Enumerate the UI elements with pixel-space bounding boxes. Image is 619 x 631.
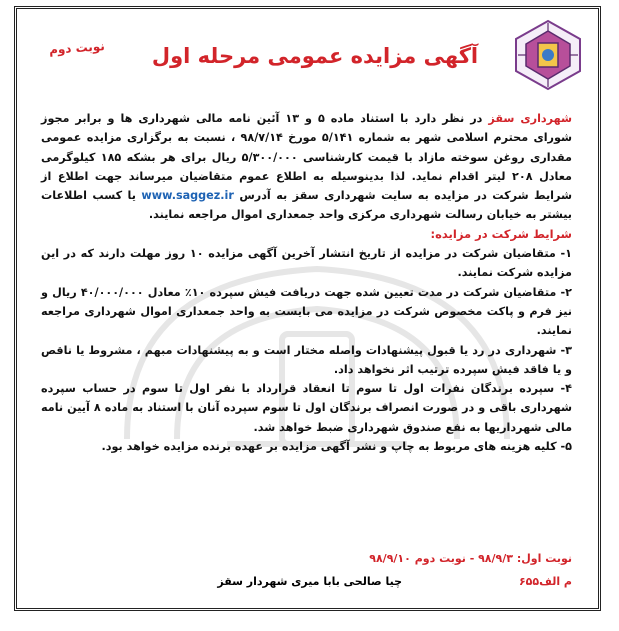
condition-item: ۳- شهرداری در رد یا قبول پیشنهادات واصله مختار است و به پیشنهادات مبهم ، مشروط یا ناقص و یا فاقد فیش سپرده ترتیب اثر نخواهد داد. [41, 343, 572, 376]
condition-item: ۵- کلیه هزینه های مربوط به چاپ و نشر آگهی مزایده بر عهده برنده مزایده خواهد بود. [101, 440, 572, 454]
intro-paragraph [41, 109, 572, 225]
page-title: آگهی مزایده عمومی مرحله اول [151, 44, 479, 68]
ad-code: م الف۶۵۵ [518, 575, 572, 588]
organization-name: شهرداری سقز [488, 112, 573, 125]
condition-item: ۴- سپرده برندگان نفرات اول تا سوم تا انعقاد قرارداد با نفر اول تا سوم در حساب سپرده شهرداری باقی و در صورت انصراف برندگان اول تا سوم سپرده آنان با استناد به ماده ۸ آیین نامه مالی شهرداریها به نفع صندوق شهرداری ضبط خواهد شد. [41, 382, 572, 434]
website-link[interactable]: www.saggez.ir [141, 189, 234, 203]
condition-item: ۲- متقاضیان شرکت در مدت تعیین شده جهت دریافت فیش سپرده ۱۰٪ معادل ۴۰/۰۰۰/۰۰۰ ریال و نیز فرم و پاکت مخصوص شرکت در مزایده می بایست به واحد جمعداری اموال شهرداری مراجعه نمایند. [41, 285, 572, 338]
municipality-logo-icon [514, 19, 582, 91]
advertisement-frame [14, 6, 601, 611]
conditions-heading: شرایط شرکت در مزایده: [430, 226, 572, 241]
signature: چیا صالحی بابا میری شهردار سقز [217, 575, 402, 588]
intro-text-after: یا کسب اطلاعات بیشتر به خیابان رسالت شهرداری مرکزی واحد جمعداری اموال مراجعه نمایند. [41, 189, 572, 222]
condition-item: ۱- متقاضیان شرکت در مزایده از تاریخ انتشار آخرین آگهی مزایده ۱۰ روز مهلت دارند که در این مزایده شرکت نمایند. [41, 247, 572, 280]
announcement-body [41, 109, 572, 456]
intro-text: در نظر دارد با استناد ماده ۵ و ۱۳ آئین نامه مالی شهرداری ها و برابر مجوز شورای محترم اسلامی شهر به شماره ۵/۱۴۱ مورخ ۹۸/۷/۱۴ ، نسبت به برگزاری مزایده عمومی مقداری روغن سوخته مازاد با قیمت کارشناسی ۵/۳۰۰/۰۰۰ ریال برای هر بشکه ۱۸۵ کیلوگرمی معادل ۲۰۸ لیتر اقدام نماید. لذا بدینوسیله به اطلاع عموم متقاضیان میرساند جهت اطلاع از شرایط شرکت در مزایده به سایت شهرداری سقز به آدرس [41, 112, 572, 203]
publication-dates: نوبت اول: ۹۸/۹/۳ - نوبت دوم ۹۸/۹/۱۰ [369, 552, 572, 565]
publication-round-badge: نوبت دوم [48, 39, 106, 57]
